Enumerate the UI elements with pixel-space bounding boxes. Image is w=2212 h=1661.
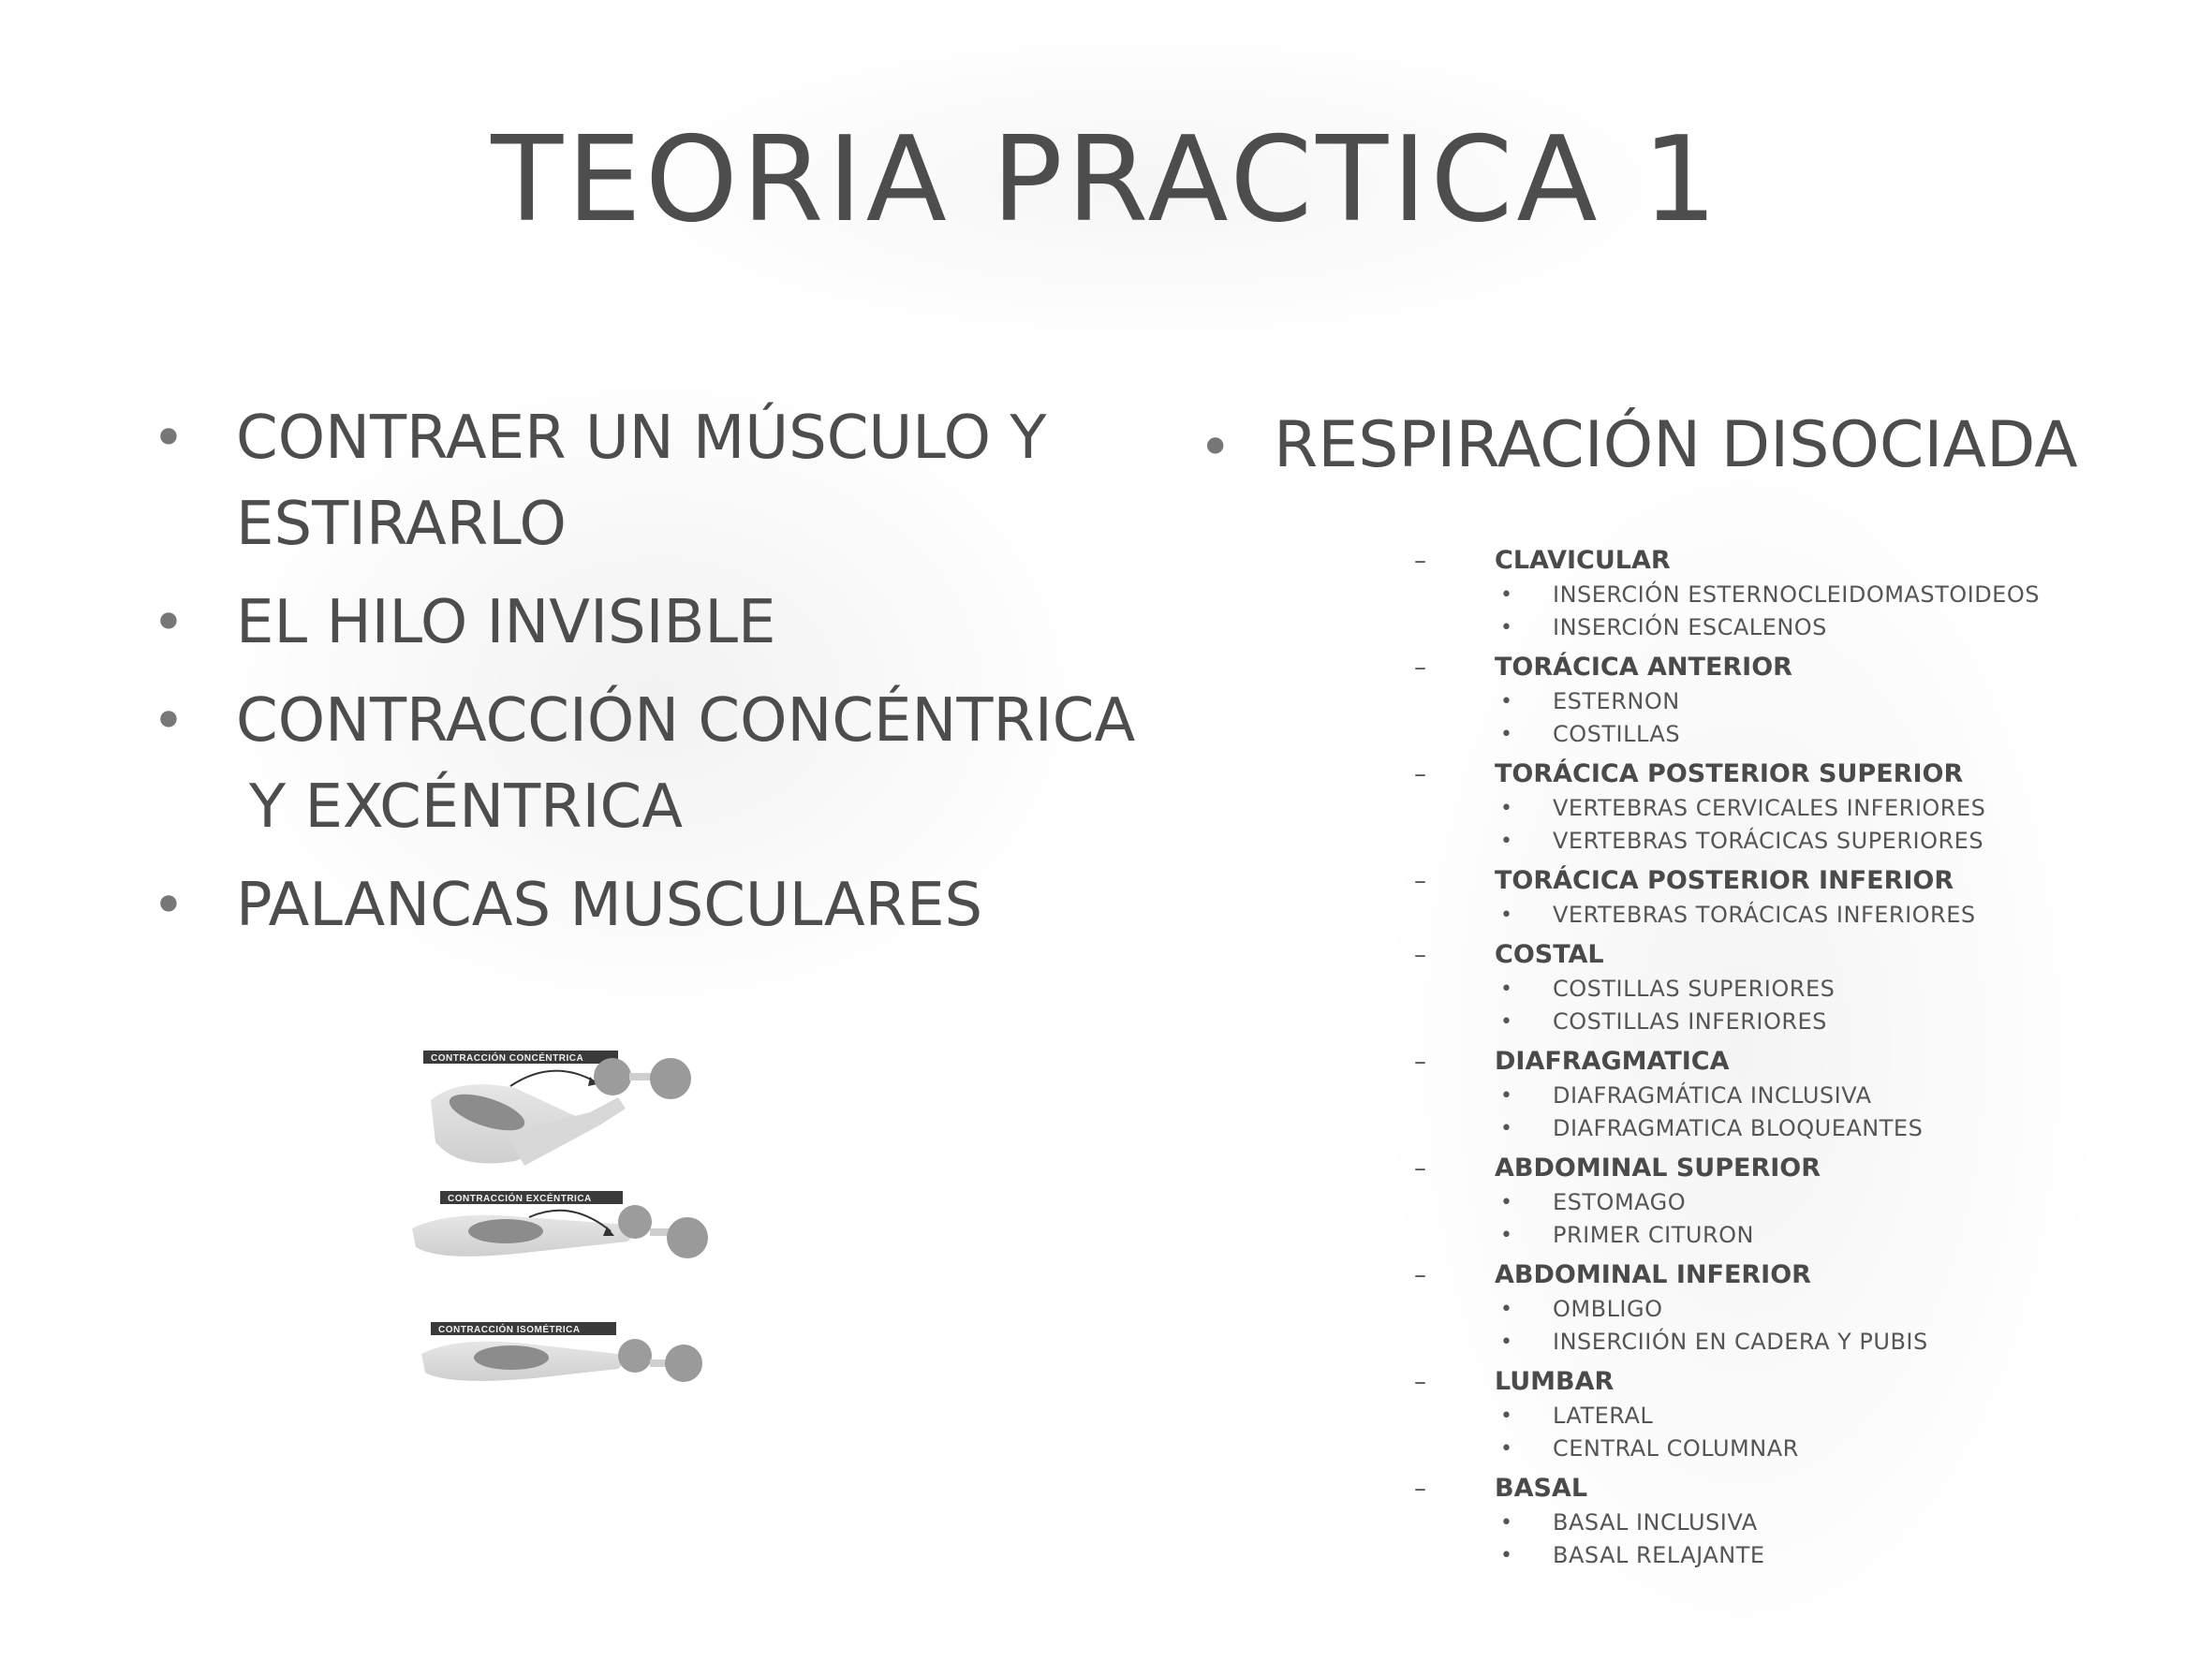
bullet-icon: • <box>1500 1224 1513 1247</box>
right-heading-text: RESPIRACIÓN DISOCIADA <box>1274 408 2078 482</box>
outline-item <box>1495 1186 2126 1219</box>
topic-line: CONTRACCIÓN CONCÉNTRICA <box>236 686 1136 756</box>
outline-item <box>1495 1507 2126 1539</box>
section-label: TORÁCICA POSTERIOR INFERIOR <box>1495 866 1954 895</box>
outline-item-text: CENTRAL COLUMNAR <box>1553 1435 1799 1462</box>
outline-item-text: VERTEBRAS TORÁCICAS SUPERIORES <box>1553 828 1984 854</box>
bullet-icon: • <box>1500 904 1513 927</box>
outline-item <box>1495 1080 2126 1112</box>
section-label: ABDOMINAL SUPERIOR <box>1495 1154 1821 1183</box>
topic-line: Y EXCÉNTRICA <box>249 772 683 842</box>
bullet-icon: • <box>1500 616 1513 639</box>
outline-item <box>1495 1293 2126 1326</box>
outline-item-text: COSTILLAS SUPERIORES <box>1553 976 1836 1002</box>
weight-small-icon <box>618 1339 652 1373</box>
outline-item <box>1495 579 2126 611</box>
weight-bar <box>629 1073 652 1080</box>
bullet-icon: • <box>152 873 185 938</box>
section-items <box>1495 1186 2126 1252</box>
topic-line: CONTRAER UN MÚSCULO Y <box>236 404 1047 473</box>
outline-item <box>1495 1006 2126 1038</box>
muscle-contraction-illustration <box>403 1030 815 1442</box>
section-items <box>1495 1080 2126 1145</box>
outline-item <box>1495 899 2126 932</box>
outline-item-text: OMBLIGO <box>1553 1296 1663 1322</box>
outline-item-text: DIAFRAGMÁTICA INCLUSIVA <box>1553 1082 1872 1109</box>
section-label: ABDOMINAL INFERIOR <box>1495 1260 1811 1289</box>
outline-item-text: BASAL RELAJANTE <box>1553 1542 1765 1568</box>
bullet-icon: • <box>1500 830 1513 853</box>
bullet-icon: • <box>1500 797 1513 820</box>
bullet-icon: • <box>1500 1404 1513 1428</box>
topic-line: EL HILO INVISIBLE <box>236 588 776 657</box>
section-label: COSTAL <box>1495 940 1604 969</box>
concentric-panel <box>423 1051 691 1166</box>
bullet-icon: • <box>152 688 185 754</box>
outline-item-text: DIAFRAGMATICA BLOQUEANTES <box>1553 1115 1924 1141</box>
outline-item <box>1495 1326 2126 1359</box>
dash-icon: – <box>1414 547 1426 575</box>
bullet-icon: • <box>1500 690 1513 713</box>
outline-item <box>1495 685 2126 718</box>
bullet-icon: • <box>1500 1437 1513 1461</box>
dash-icon: – <box>1414 760 1426 788</box>
weight-small-icon <box>618 1205 652 1239</box>
section-label: BASAL <box>1495 1474 1588 1503</box>
outline-section <box>1414 1364 2126 1465</box>
outline-item <box>1495 718 2126 751</box>
bullet-icon: • <box>1500 1330 1513 1354</box>
section-label: LUMBAR <box>1495 1367 1615 1396</box>
fig-label: CONTRACCIÓN CONCÉNTRICA <box>431 1053 584 1064</box>
outline-item-text: VERTEBRAS TORÁCICAS INFERIORES <box>1553 902 1976 928</box>
outline-item <box>1495 973 2126 1006</box>
outline-section <box>1414 1044 2126 1145</box>
outline-item <box>1495 792 2126 825</box>
bullet-icon: • <box>1500 1191 1513 1214</box>
section-items <box>1495 1507 2126 1572</box>
dash-icon: – <box>1414 941 1426 969</box>
fig-label: CONTRACCIÓN ISOMÉTRICA <box>438 1325 581 1335</box>
outline-section <box>1414 863 2126 932</box>
outline-section <box>1414 1471 2126 1572</box>
bullet-icon: • <box>152 590 185 655</box>
section-items <box>1495 685 2126 751</box>
muscle-shape <box>468 1219 543 1243</box>
outline-item-text: COSTILLAS <box>1553 721 1681 747</box>
outline-item-text: LATERAL <box>1553 1403 1654 1429</box>
eccentric-panel <box>412 1191 708 1258</box>
section-items <box>1495 579 2126 644</box>
outline-item-text: BASAL INCLUSIVA <box>1553 1509 1758 1536</box>
section-items <box>1495 1400 2126 1465</box>
outline-item-text: VERTEBRAS CERVICALES INFERIORES <box>1553 795 1986 821</box>
outline-item <box>1495 1400 2126 1433</box>
outline-item <box>1495 825 2126 858</box>
dash-icon: – <box>1414 1368 1426 1396</box>
section-label: CLAVICULAR <box>1495 546 1671 575</box>
bullet-icon: • <box>1500 1084 1513 1108</box>
outline-item-text: ESTERNON <box>1553 688 1680 714</box>
section-items <box>1495 792 2126 858</box>
topic-item <box>150 395 1236 567</box>
outline-item-text: INSERCIÓN ESCALENOS <box>1553 614 1827 640</box>
muscle-shape <box>474 1345 549 1370</box>
bullet-icon: • <box>152 405 185 471</box>
breathing-outline <box>1414 543 2126 1578</box>
fig-label: CONTRACCIÓN EXCÉNTRICA <box>448 1194 592 1204</box>
dash-icon: – <box>1414 1261 1426 1289</box>
bullet-icon: • <box>1500 1117 1513 1140</box>
weight-large-icon <box>650 1058 691 1099</box>
outline-item <box>1495 611 2126 644</box>
bullet-icon: • <box>1500 977 1513 1001</box>
weight-small-icon <box>594 1058 631 1095</box>
outline-section <box>1414 1257 2126 1359</box>
outline-section <box>1414 757 2126 858</box>
outline-item-text: COSTILLAS INFERIORES <box>1553 1008 1827 1035</box>
dash-icon: – <box>1414 1154 1426 1183</box>
topic-item <box>150 678 1236 850</box>
dash-icon: – <box>1414 1048 1426 1076</box>
weight-large-icon <box>665 1345 702 1382</box>
weight-large-icon <box>667 1217 708 1258</box>
dash-icon: – <box>1414 867 1426 895</box>
dash-icon: – <box>1414 1475 1426 1503</box>
topic-item <box>150 862 1236 948</box>
outline-item <box>1495 1539 2126 1572</box>
bullet-icon: • <box>1500 1511 1513 1535</box>
dash-icon: – <box>1414 654 1426 682</box>
section-items <box>1495 973 2126 1038</box>
outline-section <box>1414 650 2126 751</box>
section-items <box>1495 1293 2126 1359</box>
outline-item <box>1495 1219 2126 1252</box>
outline-item-text: ESTOMAGO <box>1553 1189 1687 1215</box>
topic-line: ESTIRARLO <box>236 490 567 559</box>
isometric-panel <box>421 1322 702 1382</box>
outline-item-text: PRIMER CITURON <box>1553 1222 1754 1248</box>
section-label: TORÁCICA POSTERIOR SUPERIOR <box>1495 759 1964 788</box>
right-heading <box>1199 403 2078 491</box>
section-label: TORÁCICA ANTERIOR <box>1495 653 1792 682</box>
page-title: TEORIA PRACTICA 1 <box>491 110 1721 248</box>
motion-arrow <box>510 1071 595 1086</box>
bullet-icon: • <box>1500 1010 1513 1034</box>
left-topic-list <box>150 395 1236 961</box>
outline-section <box>1414 937 2126 1038</box>
topic-line: PALANCAS MUSCULARES <box>236 871 983 940</box>
outline-item <box>1495 1433 2126 1465</box>
outline-item-text: INSERCIIÓN EN CADERA Y PUBIS <box>1553 1329 1928 1355</box>
bullet-icon: • <box>1500 583 1513 607</box>
topic-item <box>150 580 1236 666</box>
bullet-icon: • <box>1500 723 1513 746</box>
outline-item <box>1495 1112 2126 1145</box>
section-label: DIAFRAGMATICA <box>1495 1047 1730 1076</box>
outline-section <box>1414 1151 2126 1252</box>
section-items <box>1495 899 2126 932</box>
bullet-icon: • <box>1500 1298 1513 1321</box>
outline-item-text: INSERCIÓN ESTERNOCLEIDOMASTOIDEOS <box>1553 581 2040 608</box>
bullet-icon: • <box>1199 415 1232 480</box>
outline-section <box>1414 543 2126 644</box>
bullet-icon: • <box>1500 1544 1513 1567</box>
